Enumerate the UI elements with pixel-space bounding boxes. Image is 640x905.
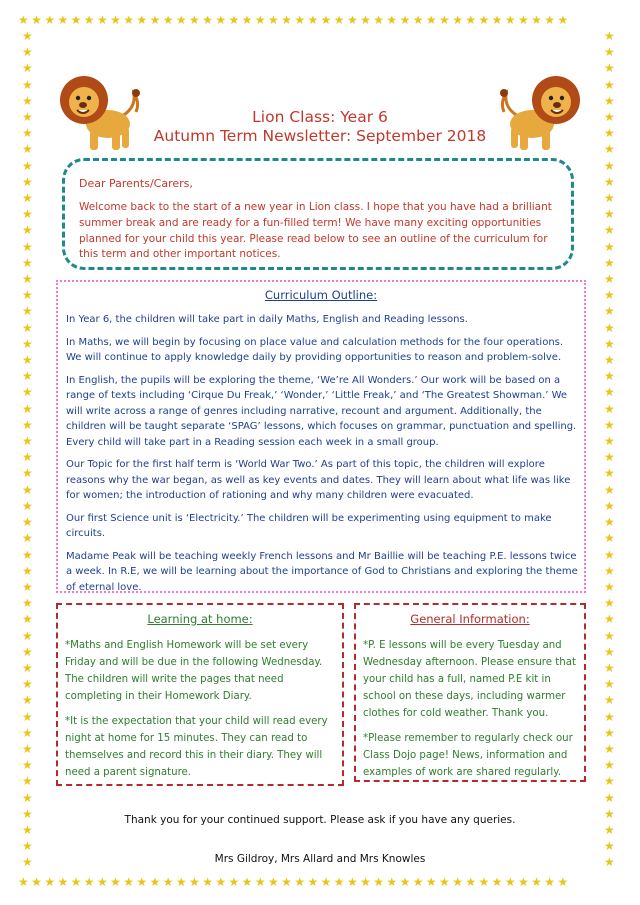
star-border-bottom: ★★★★★★★★★★★★★★★★★★★★★★★★★★★★★★★★★★★★★★★★★★ xyxy=(18,876,571,888)
signature: Mrs Gildroy, Mrs Allard and Mrs Knowles xyxy=(214,853,426,865)
page-subtitle: Autumn Term Newsletter: September 2018 xyxy=(153,127,487,145)
curriculum-paragraph: In Year 6, the children will take part in daily Maths, English and Reading lessons. xyxy=(66,314,468,325)
learning-at-home-heading: Learning at home: xyxy=(147,612,253,626)
info-paragraph: *Please remember to regularly check our Class Dojo page! News, information and examples of work are shared regularly. xyxy=(363,733,573,778)
home-paragraph: *Maths and English Homework will be set every Friday and will be due in the following Wednesday. The children will write the pages that need completing in their Homework Diary. xyxy=(65,640,323,702)
page-title: Lion Class: Year 6 xyxy=(252,108,388,126)
info-paragraph: *P. E lessons will be every Tuesday and Wednesday afternoon. Please ensure that your child has a full, named P.E kit in school on these days, including warmer clothes for cold weather. Thank you. xyxy=(363,640,576,719)
star-border-top: ★★★★★★★★★★★★★★★★★★★★★★★★★★★★★★★★★★★★★★★★★★ xyxy=(18,14,571,26)
star-border-right: ★★★★★★★★★★★★★★★★★★★★★★★★★★★★★★★★★★★★★★★★★★★★★★★★★★★★ xyxy=(604,29,615,870)
general-information-section xyxy=(354,603,586,782)
home-paragraph: *It is the expectation that your child will read every night at home for 15 minutes. They can read to themselves and record this in their diary. They will need a parent signature. xyxy=(65,716,328,778)
curriculum-paragraph: Our first Science unit is ‘Electricity.’ The children will be experimenting using equipment to make circuits. xyxy=(66,512,552,539)
thank-you-note: Thank you for your continued support. Please ask if you have any queries. xyxy=(124,814,516,826)
curriculum-paragraph: Our Topic for the first half term is ‘World War Two.’ As part of this topic, the children will explore reasons why the war began, as well as key events and dates. They will learn about what life was like for women; the introduction of rationing and why many children were evacuated. xyxy=(66,459,571,501)
curriculum-paragraph: In English, the pupils will be exploring the theme, ‘We’re All Wonders.’ Our work will be based on a range of texts including ‘Cirque Du Freak,’ ‘Wonder,’ ‘Little Freak,’ and ‘The Greatest Showman.’ We will write across a range of genres including narrative, recount and argument. Additionally, the children will be taught separate ‘SPAG’ lessons, which focuses on grammar, punctuation and spelling. Every child will take part in a Reading session each week in a small group. xyxy=(66,374,577,448)
curriculum-paragraph: In Maths, we will begin by focusing on place value and calculation methods for the four operations. We will continue to apply knowledge daily by providing opportunities to reason and problem-solve. xyxy=(66,336,564,363)
curriculum-section xyxy=(56,280,586,593)
learning-at-home-section xyxy=(56,603,344,786)
curriculum-heading: Curriculum Outline: xyxy=(264,288,378,302)
greeting: Dear Parents/Carers, xyxy=(79,177,193,190)
curriculum-paragraph: Madame Peak will be teaching weekly French lessons and Mr Baillie will be teaching P.E. lessons twice a week. In R.E, we will be learning about the importance of God to Christians and exploring the theme of eternal love. xyxy=(66,550,578,593)
star-border-left: ★★★★★★★★★★★★★★★★★★★★★★★★★★★★★★★★★★★★★★★★★★★★★★★★★★★★ xyxy=(22,29,33,870)
welcome-text: Welcome back to the start of a new year in Lion class. I hope that you have had a brilliant summer break and are ready for a fun-filled term! We have many exciting opportunities planned for your child this year. Please read below to see an outline of the curriculum for this term and other important notices. xyxy=(79,201,552,261)
welcome-box xyxy=(62,158,574,270)
general-information-heading: General Information: xyxy=(410,612,530,626)
